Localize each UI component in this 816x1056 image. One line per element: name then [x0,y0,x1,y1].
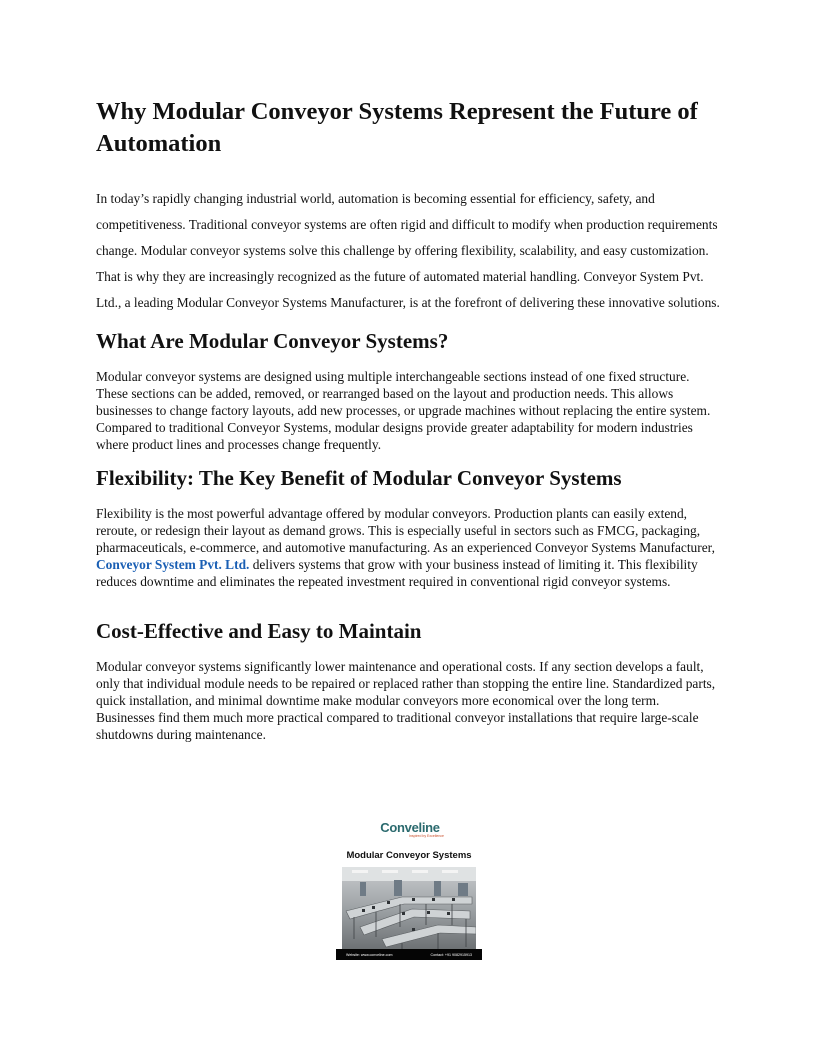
section-heading-cost: Cost-Effective and Easy to Maintain [96,619,422,643]
brand-logo-text: Conveline [380,820,440,835]
ad-title: Modular Conveyor Systems [346,850,472,861]
ad-footer-contact: Contact: +91 9082915913 [430,952,472,957]
brand-tagline: Inspired by Excellence [408,834,444,838]
section-body-cost: Modular conveyor systems significantly lower maintenance and operational costs. If any section develops a fault, only that individual module needs to be repaired or replaced rather than stopping the entire line. Standardized parts, quick installation, and minimal downtime make modular conveyors more economical over the long term. Businesses find them much more practical compared to traditional conveyor installations that require large-scale shutdowns during maintenance. [96,659,716,742]
ad-footer [336,949,482,960]
flexibility-text-before: Flexibility is the most powerful advantage offered by modular conveyors. Production plants can easily extend, reroute, or redesign their layout as demand grows. This is especially useful in sectors such as FMCG, packaging, pharmaceuticals, e-commerce, and automotive manufacturing. As an experienced Conveyor Systems Manufacturer, [96,506,715,555]
conveyor-system-link[interactable]: Conveyor System Pvt. Ltd. [96,557,250,572]
flexibility-text-after: delivers systems that grow with your business instead of limiting it. This flexibility reduces downtime and eliminates the repeated investment required in conventional rigid conveyor systems. [96,557,698,589]
section-body-flexibility [96,505,720,590]
advertisement-image [336,815,482,960]
conveyor-photo [342,867,476,949]
page-title: Why Modular Conveyor Systems Represent the Future of Automation [96,98,698,157]
brand-logo [370,820,450,842]
ad-footer-website: Website: www.conveline.com [346,952,393,957]
section-heading-what-are: What Are Modular Conveyor Systems? [96,329,449,353]
section-body-what-are: Modular conveyor systems are designed using multiple interchangeable sections instead of one fixed structure. These sections can be added, removed, or rearranged based on the layout and production needs. This allows businesses to change factory layouts, add new processes, or upgrade machines without replacing the entire system. Compared to traditional Conveyor Systems, modular designs provide greater adaptability for modern industries where product lines and processes change frequently. [96,369,711,452]
article [96,96,720,743]
section-heading-flexibility: Flexibility: The Key Benefit of Modular Conveyor Systems [96,466,622,490]
intro-paragraph: In today’s rapidly changing industrial world, automation is becoming essential for efficiency, safety, and competitiveness. Traditional conveyor systems are often rigid and difficult to modify when production requirements change. Modular conveyor systems solve this challenge by offering flexibility, scalability, and easy customization. That is why they are increasingly recognized as the future of automated material handling. Conveyor System Pvt. Ltd., a leading Modular Conveyor Systems Manufacturer, is at the forefront of delivering these innovative solutions. [96,191,720,310]
